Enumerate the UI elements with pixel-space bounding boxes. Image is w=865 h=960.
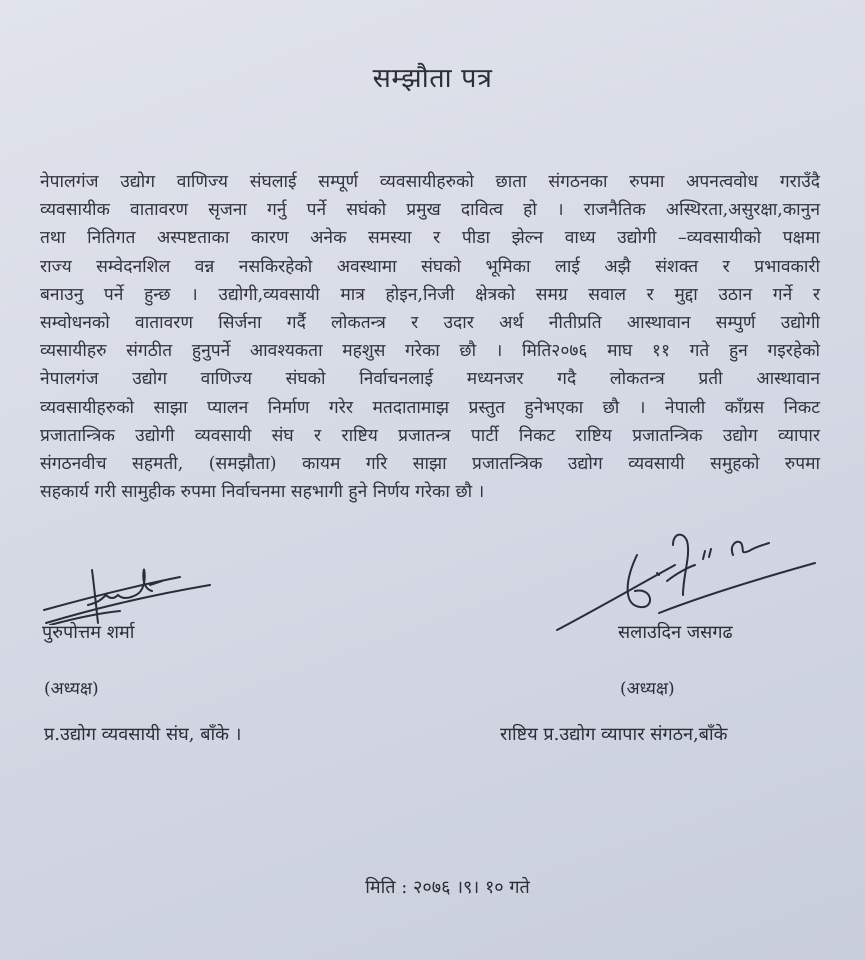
- right-signatory-organization: राष्टिय प्र.उद्योग व्यापार संगठन,बाँके: [500, 724, 728, 745]
- body-line: संगठनवीच सहमती, (समझौता) कायम गरि साझा प्रजातन्त्रिक उद्योग व्यवसायी समुहको रुपमा: [40, 454, 820, 475]
- document-title: सम्झौता पत्र: [372, 63, 493, 94]
- body-line: व्यवसायीहरुको साझा प्यालन निर्माण गरेर मतदातामाझ प्रस्तुत हुनेभएका छौ । नेपाली काँग्रस निकट: [40, 397, 820, 418]
- body-line: नेपालगंज उद्योग वाणिज्य संघलाई सम्पूर्ण व्यवसायीहरुको छाता संगठनका रुपमा अपनत्ववोध गराउँदै: [40, 172, 820, 192]
- body-line: प्रजातान्त्रिक उद्योगी व्यवसायी संघ र राष्टिय प्रजातन्त्र पार्टी निकट राष्टिय प्रजातन्त्रिक उद्योग व्यापार: [40, 425, 820, 446]
- body-line: व्यवसायीक वातावरण सृजना गर्नु पर्ने सघंको प्रमुख दावित्व हो । राजनैतिक अस्थिरता,असुरक्षा,कानुन: [40, 200, 820, 221]
- body-line: राज्य सम्वेदनशिल वन्न नसकिरहेको अवस्थामा संघको भूमिका लाई अझै संशक्त र प्रभावकारी: [40, 256, 820, 277]
- document-date: मिति : २०७६ ।९। १० गते: [365, 877, 530, 898]
- body-line: तथा नितिगत अस्पष्टताका कारण अनेक समस्या र पीडा झेल्न वाध्य उद्योगी –व्यवसायीको पक्षमा: [40, 228, 820, 249]
- body-line: व्यसायीहरु संगठीत हुनुपर्ने आवश्यकता महशुस गरेका छौ । मिति२०७६ माघ ११ गते हुन गइरहेको: [40, 341, 820, 362]
- left-signatory-organization: प्र.उद्योग व्यवसायी संघ, बाँके ।: [44, 724, 242, 745]
- agreement-body: [40, 168, 820, 506]
- body-line: बनाउनु पर्ने हुन्छ । उद्योगी,व्यवसायी मात्र होइन,निजी क्षेत्रको समग्र सवाल र मुद्दा उठान गर्ने र: [40, 284, 820, 305]
- right-signatory-role: (अध्यक्ष): [620, 679, 675, 699]
- right-signature-icon: [555, 525, 825, 635]
- body-line: नेपालगंज उद्योग वाणिज्य संघको निर्वाचनलाई मध्यनजर गदै लोकतन्त्र प्रती आस्थावान: [40, 369, 820, 390]
- body-line: सम्वोधनको वातावरण सिर्जना गर्दै लोकतन्त्र र उदार अर्थ नीतीप्रति आस्थावान सम्पुर्ण उद्योगी: [40, 313, 820, 334]
- right-signatory-name: सलाउदिन जसगढ: [618, 622, 733, 643]
- left-signatory-role: (अध्यक्ष): [44, 679, 99, 699]
- body-line: सहकार्य गरी सामुहीक रुपमा निर्वाचनमा सहभागी हुने निर्णय गरेका छौ ।: [40, 482, 485, 503]
- left-signature-icon: [40, 565, 220, 625]
- left-signatory-name: पुरुपोत्तम शर्मा: [42, 622, 135, 643]
